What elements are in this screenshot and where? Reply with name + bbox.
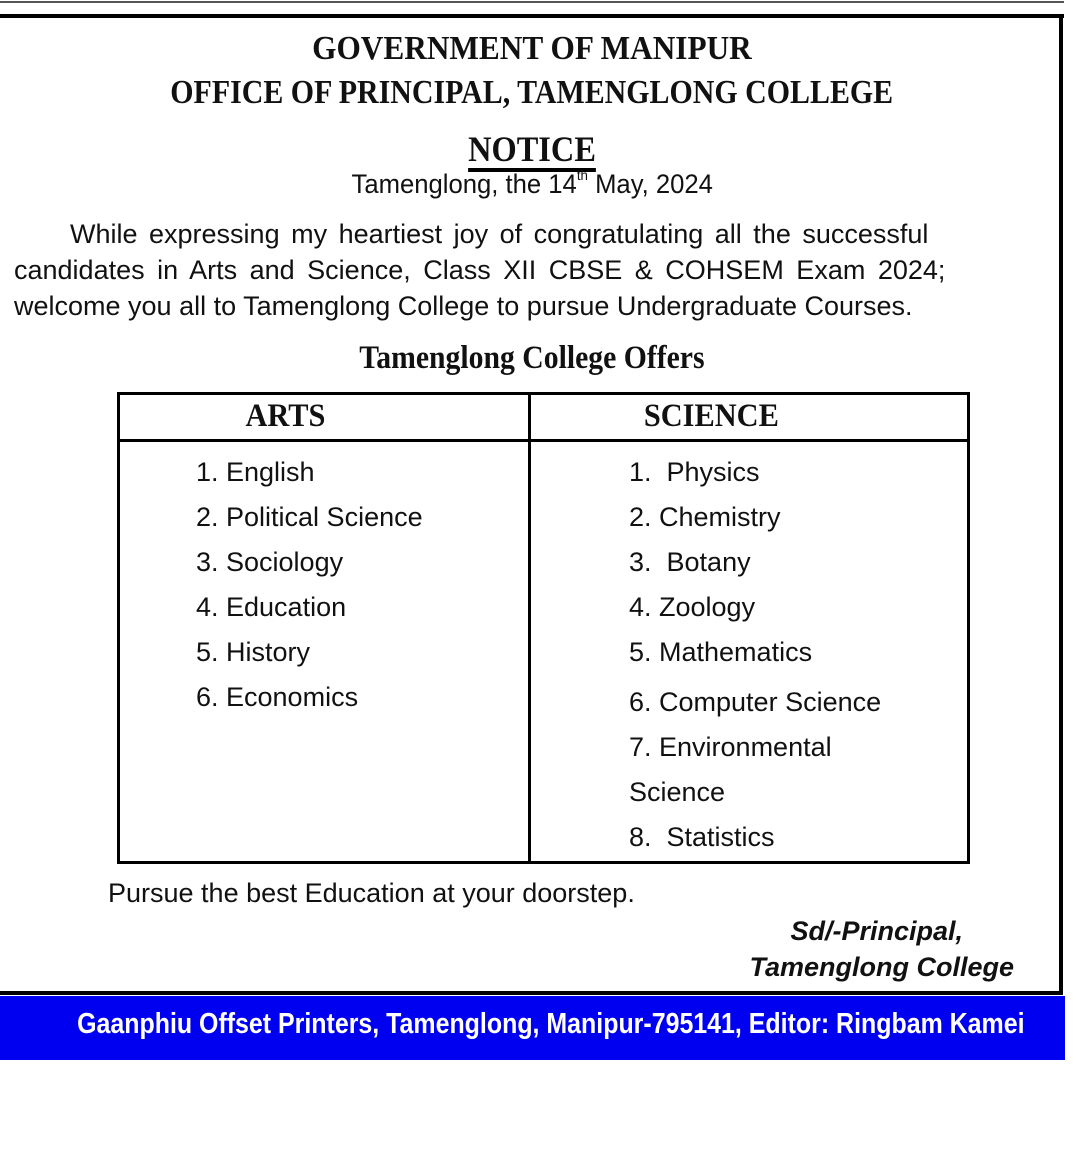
paragraph-line: welcome you all to Tamenglong College to pursue Undergraduate Courses. [14, 291, 913, 321]
office-heading-text: OFFICE OF PRINCIPAL, TAMENGLONG COLLEGE [170, 74, 894, 111]
science-subject: 6. Computer Science [629, 687, 882, 717]
science-subject: 4. Zoology [629, 592, 756, 622]
top-rule-thick [0, 14, 1064, 18]
congratulation-paragraph [14, 216, 1046, 324]
science-subject: 5. Mathematics [629, 637, 813, 667]
signature-line: Sd/-Principal, [790, 916, 963, 946]
science-subject: 2. Chemistry [629, 502, 781, 532]
printer-credit-text: Gaanphiu Offset Printers, Tamenglong, Manipur-795141, Editor: Ringbam Kamei [77, 1008, 1025, 1040]
date-rest: May, 2024 [587, 169, 713, 199]
printer-credit [0, 1008, 1065, 1041]
bottom-rule [0, 991, 1063, 995]
science-subject: 3. Botany [629, 547, 751, 577]
science-subject: 8. Statistics [629, 822, 775, 852]
government-heading [0, 30, 1064, 68]
arts-subject: 5. History [196, 637, 311, 667]
date-ordinal: th [576, 167, 588, 183]
signature-college: Tamenglong College [749, 952, 1014, 982]
arts-header-text: ARTS [245, 398, 325, 434]
date-line-text [351, 169, 712, 200]
notice-title-text: NOTICE [468, 131, 596, 172]
tagline: Pursue the best Education at your doorstep. [108, 878, 635, 908]
arts-column-header [120, 398, 450, 435]
top-rule-thin [0, 1, 1064, 3]
science-column-header [531, 398, 891, 435]
arts-subject: 3. Sociology [196, 547, 344, 577]
date-prefix: Tamenglong, the 14 [351, 169, 577, 199]
science-subject: 1. Physics [629, 457, 760, 487]
notice-title [0, 128, 1064, 172]
offers-heading-text: Tamenglong College Offers [359, 340, 705, 376]
date-line [0, 169, 1064, 200]
table-header-rule [117, 439, 970, 442]
arts-subject: 1. English [196, 457, 315, 487]
paragraph-line: candidates in Arts and Science, Class XII CBSE & COHSEM Exam 2024; [14, 255, 946, 285]
science-subject: 7. Environmental [629, 732, 832, 762]
arts-subject: 6. Economics [196, 682, 359, 712]
government-heading-text: GOVERNMENT OF MANIPUR [312, 30, 752, 67]
science-subject-continued: Science [629, 777, 726, 807]
offers-heading [0, 340, 1064, 377]
paragraph-line: While expressing my heartiest joy of congratulating all the successful [70, 219, 929, 249]
office-heading [0, 74, 1064, 112]
table-column-divider [528, 392, 531, 864]
science-header-text: SCIENCE [643, 398, 779, 434]
arts-subject: 4. Education [196, 592, 347, 622]
arts-subject: 2. Political Science [196, 502, 423, 532]
